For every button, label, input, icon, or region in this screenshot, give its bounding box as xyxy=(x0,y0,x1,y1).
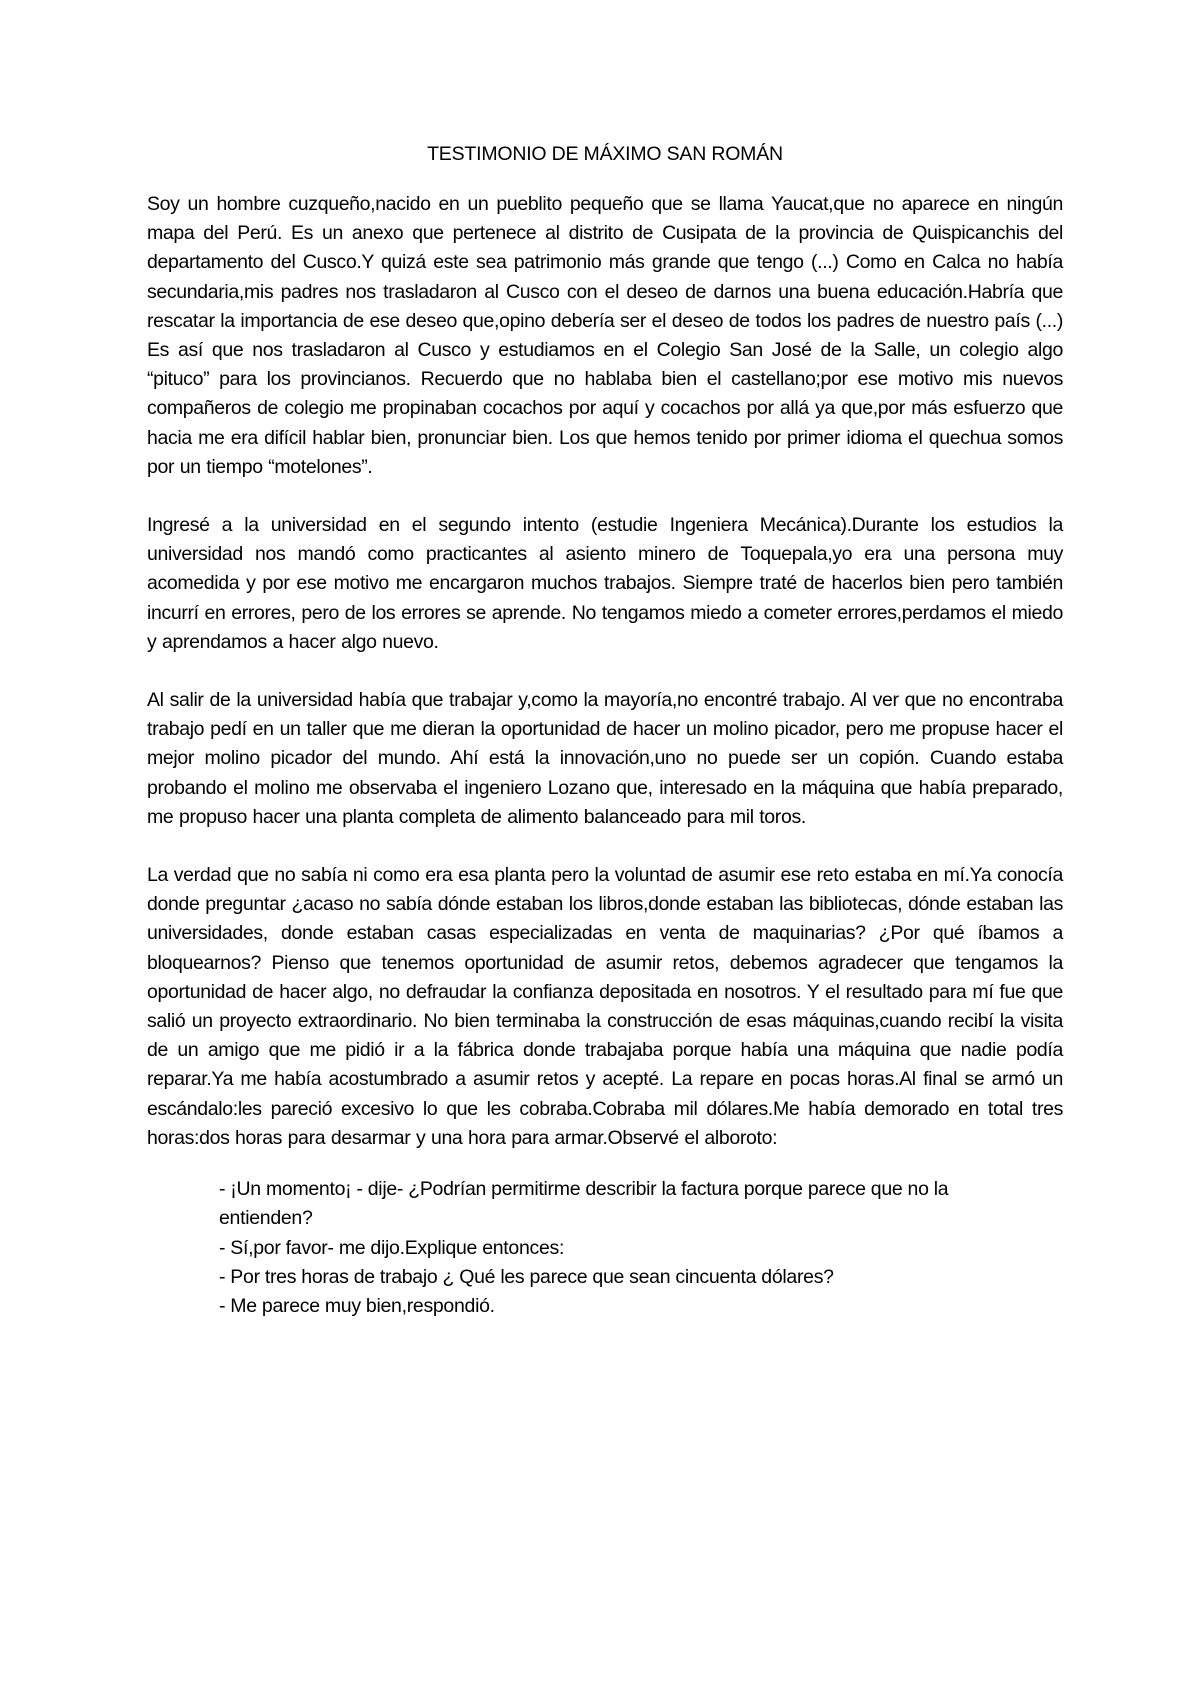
dialogue-block xyxy=(219,1175,1059,1321)
paragraph-childhood: Soy un hombre cuzqueño,nacido en un pueblito pequeño que se llama Yaucat,que no aparece en ningún mapa del Perú. Es un anexo que pertenece al distrito de Cusipata de la provincia de Quispicanchis del departamento del Cusco.Y quizá este sea patrimonio más grande que tengo (...) Como en Calca no había secundaria,mis padres nos trasladaron al Cusco con el deseo de darnos una buena educación.Habría que rescatar la importancia de ese deseo que,opino debería ser el deseo de todos los padres de nuestro país (...) Es así que nos trasladaron al Cusco y estudiamos en el Colegio San José de la Salle, un colegio algo “pituco” para los provincianos. Recuerdo que no hablaba bien el castellano;por ese motivo mis nuevos compañeros de colegio me propinaban cocachos por aquí y cocachos por allá ya que,por más esfuerzo que hacia me era difícil hablar bien, pronunciar bien. Los que hemos tenido por primer idioma el quechua somos por un tiempo “motelones”. xyxy=(147,193,1063,478)
paragraph-challenge: La verdad que no sabía ni como era esa planta pero la voluntad de asumir ese reto estaba en mí.Ya conocía donde preguntar ¿acaso no sabía dónde estaban los libros,donde estaban las bibliotecas, dónde estaban las universidades, donde estaban casas especializadas en venta de maquinarias? ¿Por qué íbamos a bloquearnos? Pienso que tenemos oportunidad de asumir retos, debemos agradecer que tengamos la oportunidad de hacer algo, no defraudar la confianza depositada en nosotros. Y el resultado para mí fue que salió un proyecto extraordinario. No bien terminaba la construcción de esas máquinas,cuando recibí la visita de un amigo que me pidió ir a la fábrica donde trabajaba porque había una máquina que nadie podía reparar.Ya me había acostumbrado a asumir retos y acepté. La repare en pocas horas.Al final se armó un escándalo:les pareció excesivo lo que les cobraba.Cobraba mil dólares.Me había demorado en total tres horas:dos horas para desarmar y una hora para armar.Observé el alboroto: xyxy=(147,864,1063,1149)
paragraph-university: Ingresé a la universidad en el segundo intento (estudie Ingeniera Mecánica).Durante los estudios la universidad nos mandó como practicantes al asiento minero de Toquepala,yo era una persona muy acomedida y por ese motivo me encargaron muchos trabajos. Siempre traté de hacerlos bien pero también incurrí en errores, pero de los errores se aprende. No tengamos miedo a cometer errores,perdamos el miedo y aprendamos a hacer algo nuevo. xyxy=(147,514,1063,653)
dialogue-line: - Por tres horas de trabajo ¿ Qué les parece que sean cincuenta dólares? xyxy=(219,1265,834,1288)
document-content xyxy=(147,140,1063,1321)
document-title: TESTIMONIO DE MÁXIMO SAN ROMÁN xyxy=(427,143,783,165)
paragraph-first-job: Al salir de la universidad había que trabajar y,como la mayoría,no encontré trabajo. Al ver que no encontraba trabajo pedí en un taller que me dieran la oportunidad de hacer un molino picador, pero me propuse hacer el mejor molino picador del mundo. Ahí está la innovación,uno no puede ser un copión. Cuando estaba probando el molino me observaba el ingeniero Lozano que, interesado en la máquina que había preparado, me propuso hacer una planta completa de alimento balanceado para mil toros. xyxy=(147,689,1063,828)
dialogue-line: - Sí,por favor- me dijo.Explique entonces: xyxy=(219,1236,565,1259)
dialogue-line: - Me parece muy bien,respondió. xyxy=(219,1294,495,1317)
dialogue-line: - ¡Un momento¡ - dije- ¿Podrían permitirme describir la factura porque parece que no la xyxy=(219,1178,949,1201)
dialogue-line: entienden? xyxy=(219,1207,313,1230)
